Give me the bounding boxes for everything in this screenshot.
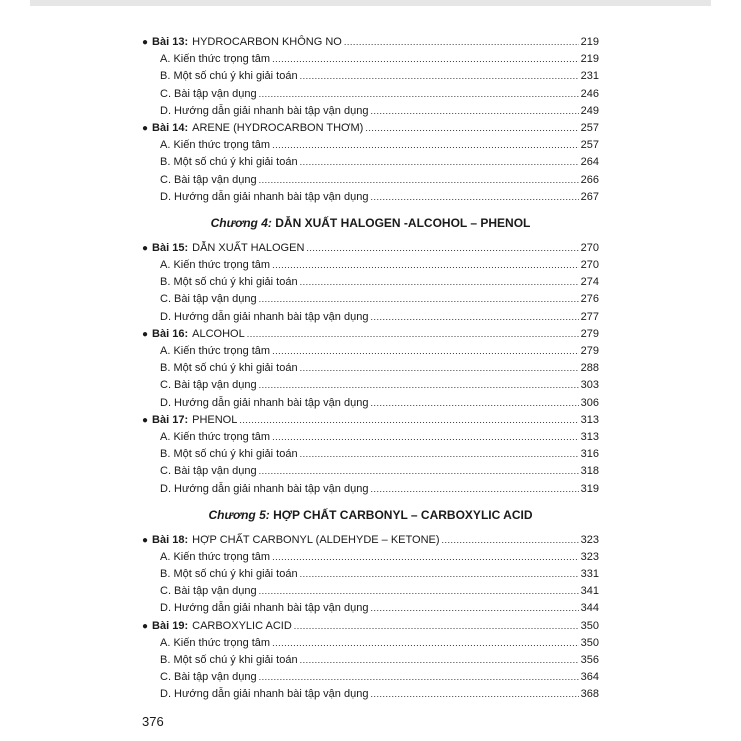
toc-item-row[interactable] [142, 103, 599, 120]
lesson-number: Bài 18: [152, 533, 189, 546]
toc-page-number: 279 [580, 345, 599, 357]
bullet-icon: ● [142, 37, 149, 48]
toc-item-row[interactable] [142, 291, 599, 308]
dot-leader [344, 34, 579, 51]
item-title: D. Hướng dẫn giải nhanh bài tập vận dụng [160, 396, 369, 409]
toc-item-row[interactable] [142, 481, 599, 498]
dot-leader [294, 618, 579, 635]
item-title: D. Hướng dẫn giải nhanh bài tập vận dụng [160, 482, 369, 495]
lesson-number: Bài 16: [152, 327, 189, 340]
toc-page-number: 344 [580, 602, 599, 615]
lesson-number: Bài 17: [152, 413, 189, 426]
dot-leader [239, 412, 578, 429]
item-title: C. Bài tập vận dụng [160, 173, 257, 186]
item-title: D. Hướng dẫn giải nhanh bài tập vận dụng [160, 310, 369, 323]
toc-lesson-row[interactable] [142, 240, 599, 257]
toc-item-row[interactable] [142, 600, 599, 617]
bullet-icon: ● [142, 242, 149, 254]
toc-page-number: 246 [580, 87, 599, 100]
chapter-heading [142, 206, 599, 240]
toc-item-row[interactable] [142, 566, 599, 583]
toc-lesson-row[interactable] [142, 120, 599, 137]
lesson-title: HYDROCARBON KHÔNG NO [192, 36, 342, 48]
toc-page-number: 257 [580, 139, 599, 152]
item-title: C. Bài tập vận dụng [160, 465, 257, 478]
toc-item-row[interactable] [142, 189, 599, 206]
lesson-title: HỢP CHẤT CARBONYL (ALDEHYDE – KETONE) [192, 533, 440, 546]
dot-leader [370, 309, 578, 326]
dot-leader [370, 600, 578, 617]
toc-lesson-row[interactable] [142, 618, 599, 635]
dot-leader [300, 154, 579, 171]
item-title: B. Một số chú ý khi giải toán [160, 448, 298, 461]
toc-page-number: 219 [580, 36, 599, 48]
toc-page-number: 257 [580, 121, 599, 134]
dot-leader [370, 686, 578, 703]
chapter-title: DẪN XUẤT HALOGEN -ALCOHOL – PHENOL [275, 215, 531, 230]
toc-page-number: 267 [580, 190, 599, 203]
item-title: A. Kiến thức trọng tâm [160, 139, 271, 152]
chapter-number: Chương 5: [208, 507, 270, 522]
toc-item-row[interactable] [142, 635, 599, 652]
toc-lesson-row[interactable] [142, 34, 599, 51]
toc-lesson-row[interactable] [142, 412, 599, 429]
toc-page-number: 306 [580, 396, 599, 409]
dot-leader [259, 86, 579, 103]
dot-leader [259, 291, 579, 308]
scan-top-edge [30, 0, 711, 6]
toc-lesson-row[interactable] [142, 326, 599, 343]
dot-leader [300, 652, 579, 669]
item-title: A. Kiến thức trọng tâm [160, 53, 271, 66]
item-title: D. Hướng dẫn giải nhanh bài tập vận dụng [160, 602, 369, 615]
lesson-number: Bài 13: [152, 36, 189, 48]
toc-page-number: 270 [580, 259, 599, 272]
toc-page-number: 231 [580, 70, 599, 83]
toc-item-row[interactable] [142, 395, 599, 412]
toc-page-number: 264 [580, 156, 599, 169]
toc-page-number: 219 [580, 53, 599, 66]
toc-page-number: 368 [580, 688, 599, 701]
dot-leader [272, 51, 579, 68]
toc-item-row[interactable] [142, 86, 599, 103]
page-number: 376 [142, 714, 164, 729]
item-title: C. Bài tập vận dụng [160, 585, 257, 598]
item-title: B. Một số chú ý khi giải toán [160, 654, 298, 666]
chapter-title: HỢP CHẤT CARBONYL – CARBOXYLIC ACID [273, 507, 533, 522]
item-title: B. Một số chú ý khi giải toán [160, 276, 298, 289]
lesson-number: Bài 15: [152, 241, 189, 254]
toc-item-row[interactable] [142, 137, 599, 154]
lesson-title: ALCOHOL [192, 327, 245, 340]
dot-leader [272, 549, 579, 566]
toc-item-row[interactable] [142, 309, 599, 326]
dot-leader [259, 463, 579, 480]
toc-page-number: 350 [580, 636, 599, 649]
toc-page-number: 277 [580, 310, 599, 323]
dot-leader [300, 566, 579, 583]
item-title: D. Hướng dẫn giải nhanh bài tập vận dụng [160, 688, 369, 701]
lesson-number: Bài 14: [152, 121, 189, 134]
toc-page-number: 313 [580, 413, 599, 426]
toc-page-number: 318 [580, 465, 599, 478]
lesson-title: PHENOL [192, 413, 238, 426]
toc-page-number: 303 [580, 379, 599, 392]
toc-page-number: 276 [580, 293, 599, 306]
item-title: A. Kiến thức trọng tâm [160, 550, 271, 563]
dot-leader [370, 103, 578, 120]
item-title: A. Kiến thức trọng tâm [160, 345, 271, 357]
toc-item-row[interactable] [142, 343, 599, 360]
dot-leader [442, 532, 579, 549]
toc-page-number: 341 [580, 585, 599, 598]
dot-leader [370, 395, 578, 412]
toc-page-number: 356 [580, 654, 599, 666]
toc-page-number: 350 [580, 619, 599, 632]
toc-page-number: 270 [580, 241, 599, 254]
bullet-icon: ● [142, 534, 149, 546]
dot-leader [300, 68, 579, 85]
chapter-number: Chương 4: [210, 215, 272, 230]
dot-leader [259, 669, 579, 686]
toc-page-number: 323 [580, 550, 599, 563]
item-title: C. Bài tập vận dụng [160, 671, 257, 684]
item-title: A. Kiến thức trọng tâm [160, 430, 271, 443]
toc-item-row[interactable] [142, 429, 599, 446]
toc-page-number: 288 [580, 362, 599, 375]
toc-page-number: 319 [580, 482, 599, 495]
toc-item-row[interactable] [142, 549, 599, 566]
toc-page-number: 313 [580, 430, 599, 443]
dot-leader [259, 583, 579, 600]
dot-leader [370, 189, 578, 206]
toc-item-row[interactable] [142, 51, 599, 68]
dot-leader [365, 120, 578, 137]
item-title: C. Bài tập vận dụng [160, 87, 257, 100]
dot-leader [272, 257, 579, 274]
dot-leader [370, 481, 578, 498]
lesson-title: ARENE (HYDROCARBON THƠM) [192, 121, 364, 134]
toc-page-number: 274 [580, 276, 599, 289]
toc-item-row[interactable] [142, 68, 599, 85]
item-title: A. Kiến thức trọng tâm [160, 636, 271, 649]
bullet-icon: ● [142, 414, 149, 426]
toc-item-row[interactable] [142, 669, 599, 686]
dot-leader [306, 240, 578, 257]
toc-item-row[interactable] [142, 360, 599, 377]
bullet-icon: ● [142, 620, 149, 632]
lesson-number: Bài 19: [152, 619, 189, 632]
item-title: D. Hướng dẫn giải nhanh bài tập vận dụng [160, 190, 369, 203]
item-title: C. Bài tập vận dụng [160, 293, 257, 306]
toc-page-number: 279 [580, 327, 599, 340]
toc-page-number: 323 [580, 533, 599, 546]
dot-leader [300, 446, 579, 463]
toc-item-row[interactable] [142, 257, 599, 274]
toc-item-row[interactable] [142, 686, 599, 703]
toc-item-row[interactable] [142, 463, 599, 480]
toc-item-row[interactable] [142, 274, 599, 291]
item-title: B. Một số chú ý khi giải toán [160, 156, 298, 169]
toc-page-number: 331 [580, 568, 599, 581]
toc-page-number: 364 [580, 671, 599, 684]
toc-item-row[interactable] [142, 446, 599, 463]
toc-page-number: 266 [580, 173, 599, 186]
item-title: D. Hướng dẫn giải nhanh bài tập vận dụng [160, 104, 369, 117]
toc-page-number: 249 [580, 104, 599, 117]
dot-leader [272, 137, 579, 154]
chapter-heading [142, 498, 599, 532]
dot-leader [272, 343, 579, 360]
toc-lesson-row[interactable] [142, 532, 599, 549]
dot-leader [259, 377, 579, 394]
lesson-title: DẪN XUẤT HALOGEN [192, 241, 305, 254]
bullet-icon: ● [142, 328, 149, 340]
bullet-icon: ● [142, 122, 149, 134]
lesson-title: CARBOXYLIC ACID [192, 619, 292, 632]
toc-page-number: 316 [580, 448, 599, 461]
dot-leader [247, 326, 579, 343]
toc-item-row[interactable] [142, 377, 599, 394]
item-title: A. Kiến thức trọng tâm [160, 259, 271, 272]
toc-item-row[interactable] [142, 172, 599, 189]
table-of-contents [142, 34, 599, 704]
item-title: B. Một số chú ý khi giải toán [160, 362, 298, 375]
dot-leader [272, 429, 579, 446]
item-title: C. Bài tập vận dụng [160, 379, 257, 392]
dot-leader [300, 360, 579, 377]
toc-item-row[interactable] [142, 583, 599, 600]
dot-leader [259, 172, 579, 189]
toc-item-row[interactable] [142, 652, 599, 669]
item-title: B. Một số chú ý khi giải toán [160, 568, 298, 581]
item-title: B. Một số chú ý khi giải toán [160, 70, 298, 83]
dot-leader [300, 274, 579, 291]
toc-item-row[interactable] [142, 154, 599, 171]
dot-leader [272, 635, 579, 652]
